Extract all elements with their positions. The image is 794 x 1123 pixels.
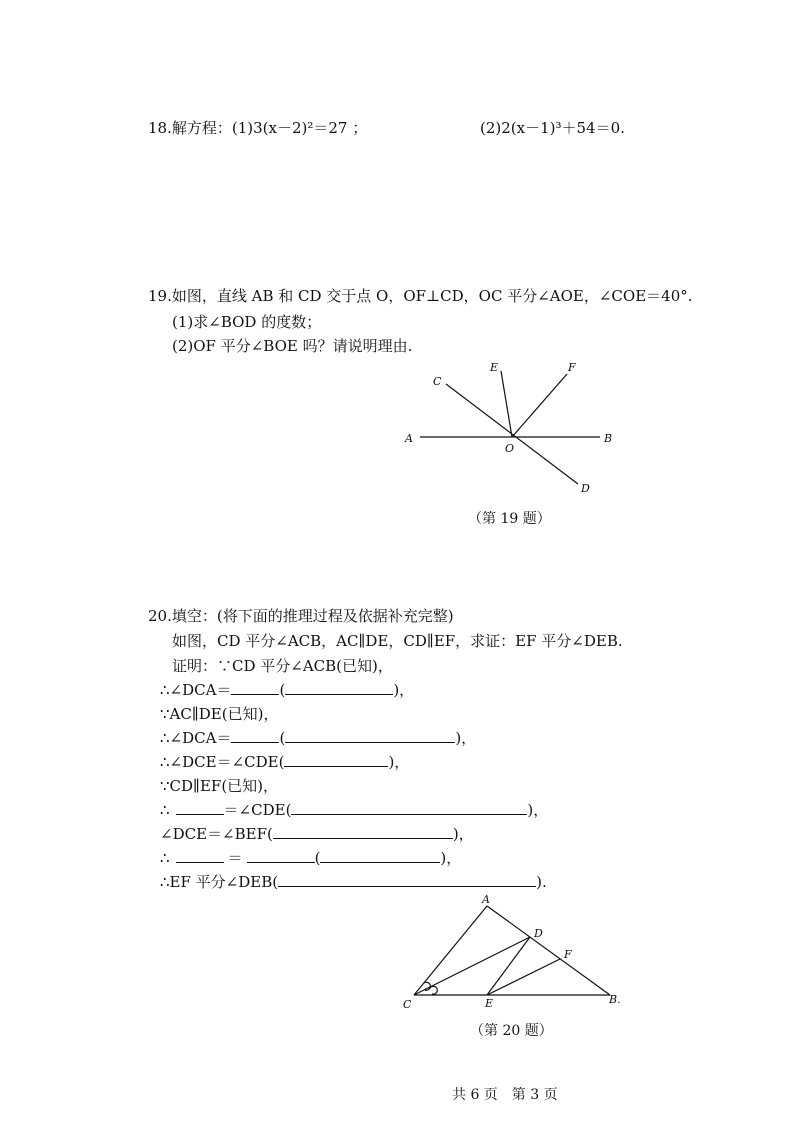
q20-label-f: F [564, 948, 572, 961]
l1-end: )， [393, 681, 415, 699]
q19-label-d: D [581, 482, 590, 495]
seg-ef [487, 959, 560, 995]
seg-de [487, 937, 530, 995]
l8-end: )， [440, 849, 462, 867]
l6-mid: ＝∠CDE( [223, 801, 292, 819]
l7-end: )， [452, 825, 474, 843]
l3-paren: ( [279, 729, 286, 747]
l3-text: ∴∠DCA＝ [160, 729, 232, 747]
l8-text: ∴ [160, 849, 170, 867]
q20-label-c: C [403, 998, 412, 1011]
q20-caption: （第 20 题） [470, 1023, 553, 1039]
q18-part2: (2)2(x－1)³＋54＝0. [480, 119, 625, 137]
q20-label-b: B. [609, 993, 621, 1006]
q19-label-b: B [604, 432, 613, 445]
q18-part1: (1)3(x－2)²＝27 ； [231, 119, 368, 137]
q20-label-e: E [485, 997, 494, 1010]
q20-intro: 如图，CD 平分∠ACB，AC∥DE，CD∥EF，求证：EF 平分∠DEB. [172, 632, 623, 650]
seg-ca [414, 906, 487, 995]
q20-proof-start: 证明：∵CD 平分∠ACB(已知)， [172, 657, 393, 675]
l1-paren: ( [279, 681, 286, 699]
q20-title: 20.填空：(将下面的推理过程及依据补充完整) [148, 607, 454, 625]
q19-sub1: (1)求∠BOD 的度数； [172, 313, 322, 331]
q20-label-d: D [534, 927, 543, 940]
seg-ab [487, 906, 610, 995]
l4-text: ∴∠DCE＝∠CDE( [160, 753, 285, 771]
l3-end: )， [455, 729, 477, 747]
q19-label-a: A [405, 432, 413, 445]
q20-line-5: ∵CD∥EF(已知)， [160, 777, 279, 795]
l1-text: ∴∠DCA＝ [160, 681, 232, 699]
q19-label-o: O [505, 442, 515, 455]
angle-mark-2 [430, 986, 437, 994]
q19-label-e: E [490, 361, 499, 374]
l7-text: ∠DCE＝∠BEF( [160, 825, 273, 843]
l4-end: )， [388, 753, 410, 771]
page-footer: 共 6 页 第 3 页 [452, 1087, 558, 1103]
q18-label: 18.解方程： [148, 119, 232, 137]
q19-stem: 19.如图，直线 AB 和 CD 交于点 O，OF⊥CD，OC 平分∠AOE，∠COE＝40°. [148, 287, 693, 305]
q19-label-f: F [568, 361, 576, 374]
q20-line-2: ∵AC∥DE(已知)， [160, 705, 279, 723]
q20-label-a: A [482, 893, 490, 906]
l8-eq: ＝ [227, 849, 243, 867]
q19-sub2: (2)OF 平分∠BOE 吗？请说明理由. [172, 337, 413, 355]
q19-caption: （第 19 题） [468, 511, 551, 527]
l6-end: )， [527, 801, 549, 819]
l9-end: ). [536, 873, 547, 891]
l9-text: ∴EF 平分∠DEB( [160, 873, 279, 891]
l8-paren: ( [314, 849, 321, 867]
q19-label-c: C [433, 375, 442, 388]
l6-text: ∴ [160, 801, 170, 819]
